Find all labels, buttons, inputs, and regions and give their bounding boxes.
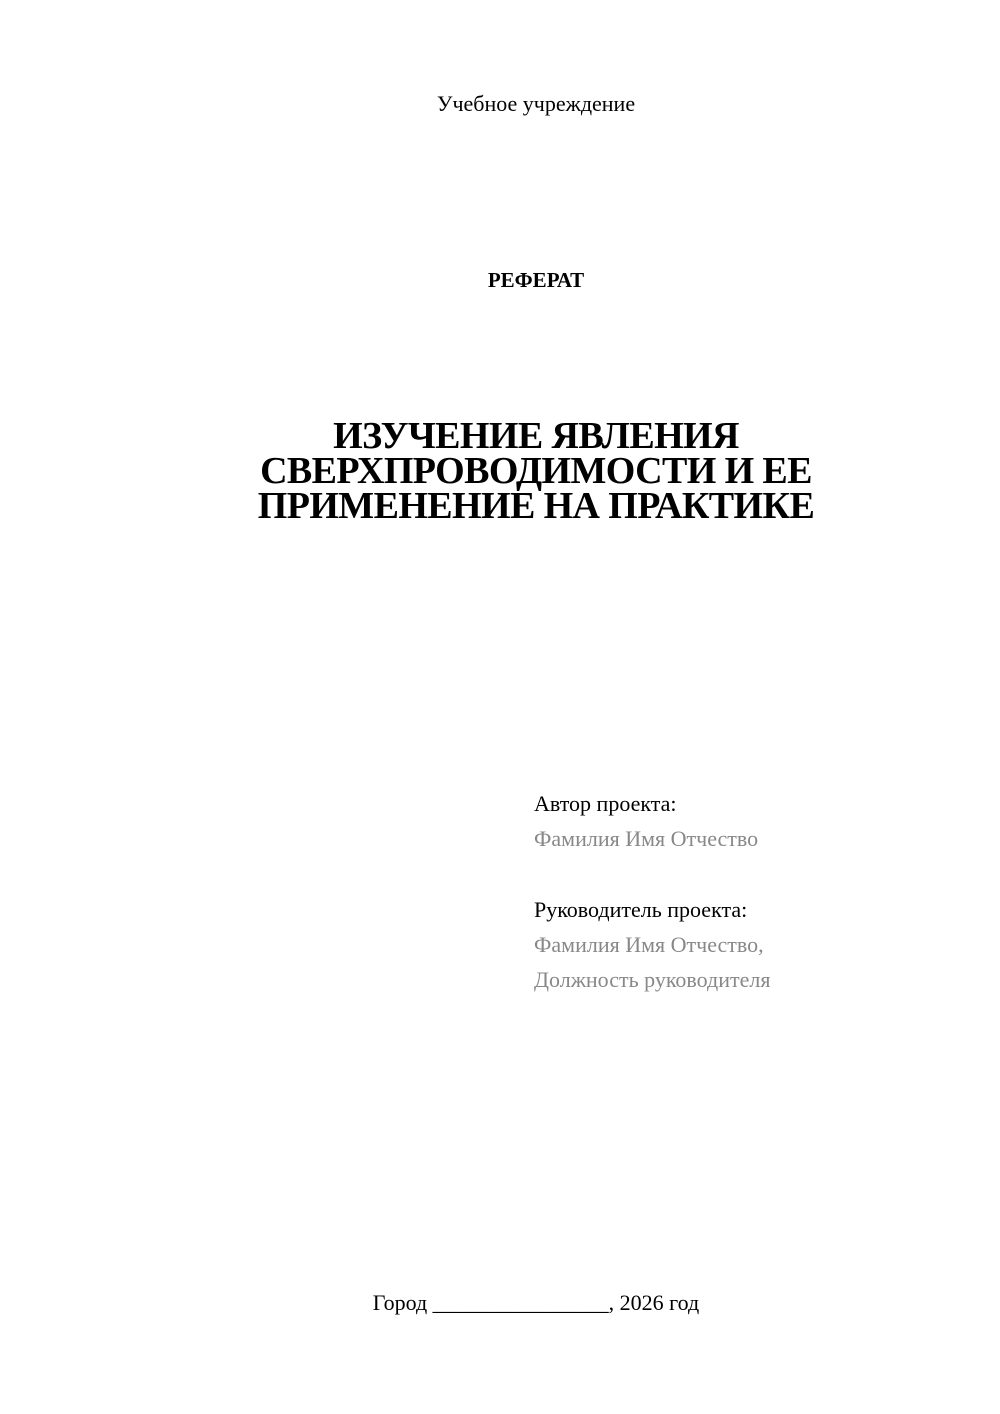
city-label: Город [372,1290,428,1315]
title-line-1: ИЗУЧЕНИЕ ЯВЛЕНИЯ [333,415,739,457]
supervisor-block [534,892,770,997]
author-label: Автор проекта: [534,791,677,816]
author-name: Фамилия Имя Отчество [534,826,759,851]
supervisor-name: Фамилия Имя Отчество, [534,932,764,957]
title-line-3: ПРИМЕНЕНИЕ НА ПРАКТИКЕ [257,485,815,527]
title-line-2: СВЕРХПРОВОДИМОСТИ И ЕЕ [260,450,812,492]
supervisor-position: Должность руководителя [534,967,771,992]
institution-name: Учебное учреждение [436,91,636,116]
year: , 2026 год [608,1290,700,1315]
supervisor-label: Руководитель проекта: [534,897,748,922]
document-title [0,415,1000,527]
document-type: РЕФЕРАТ [487,268,585,292]
author-block [534,786,758,856]
footer-city-year [0,1290,1000,1316]
city-blank: ________________ [432,1290,609,1315]
